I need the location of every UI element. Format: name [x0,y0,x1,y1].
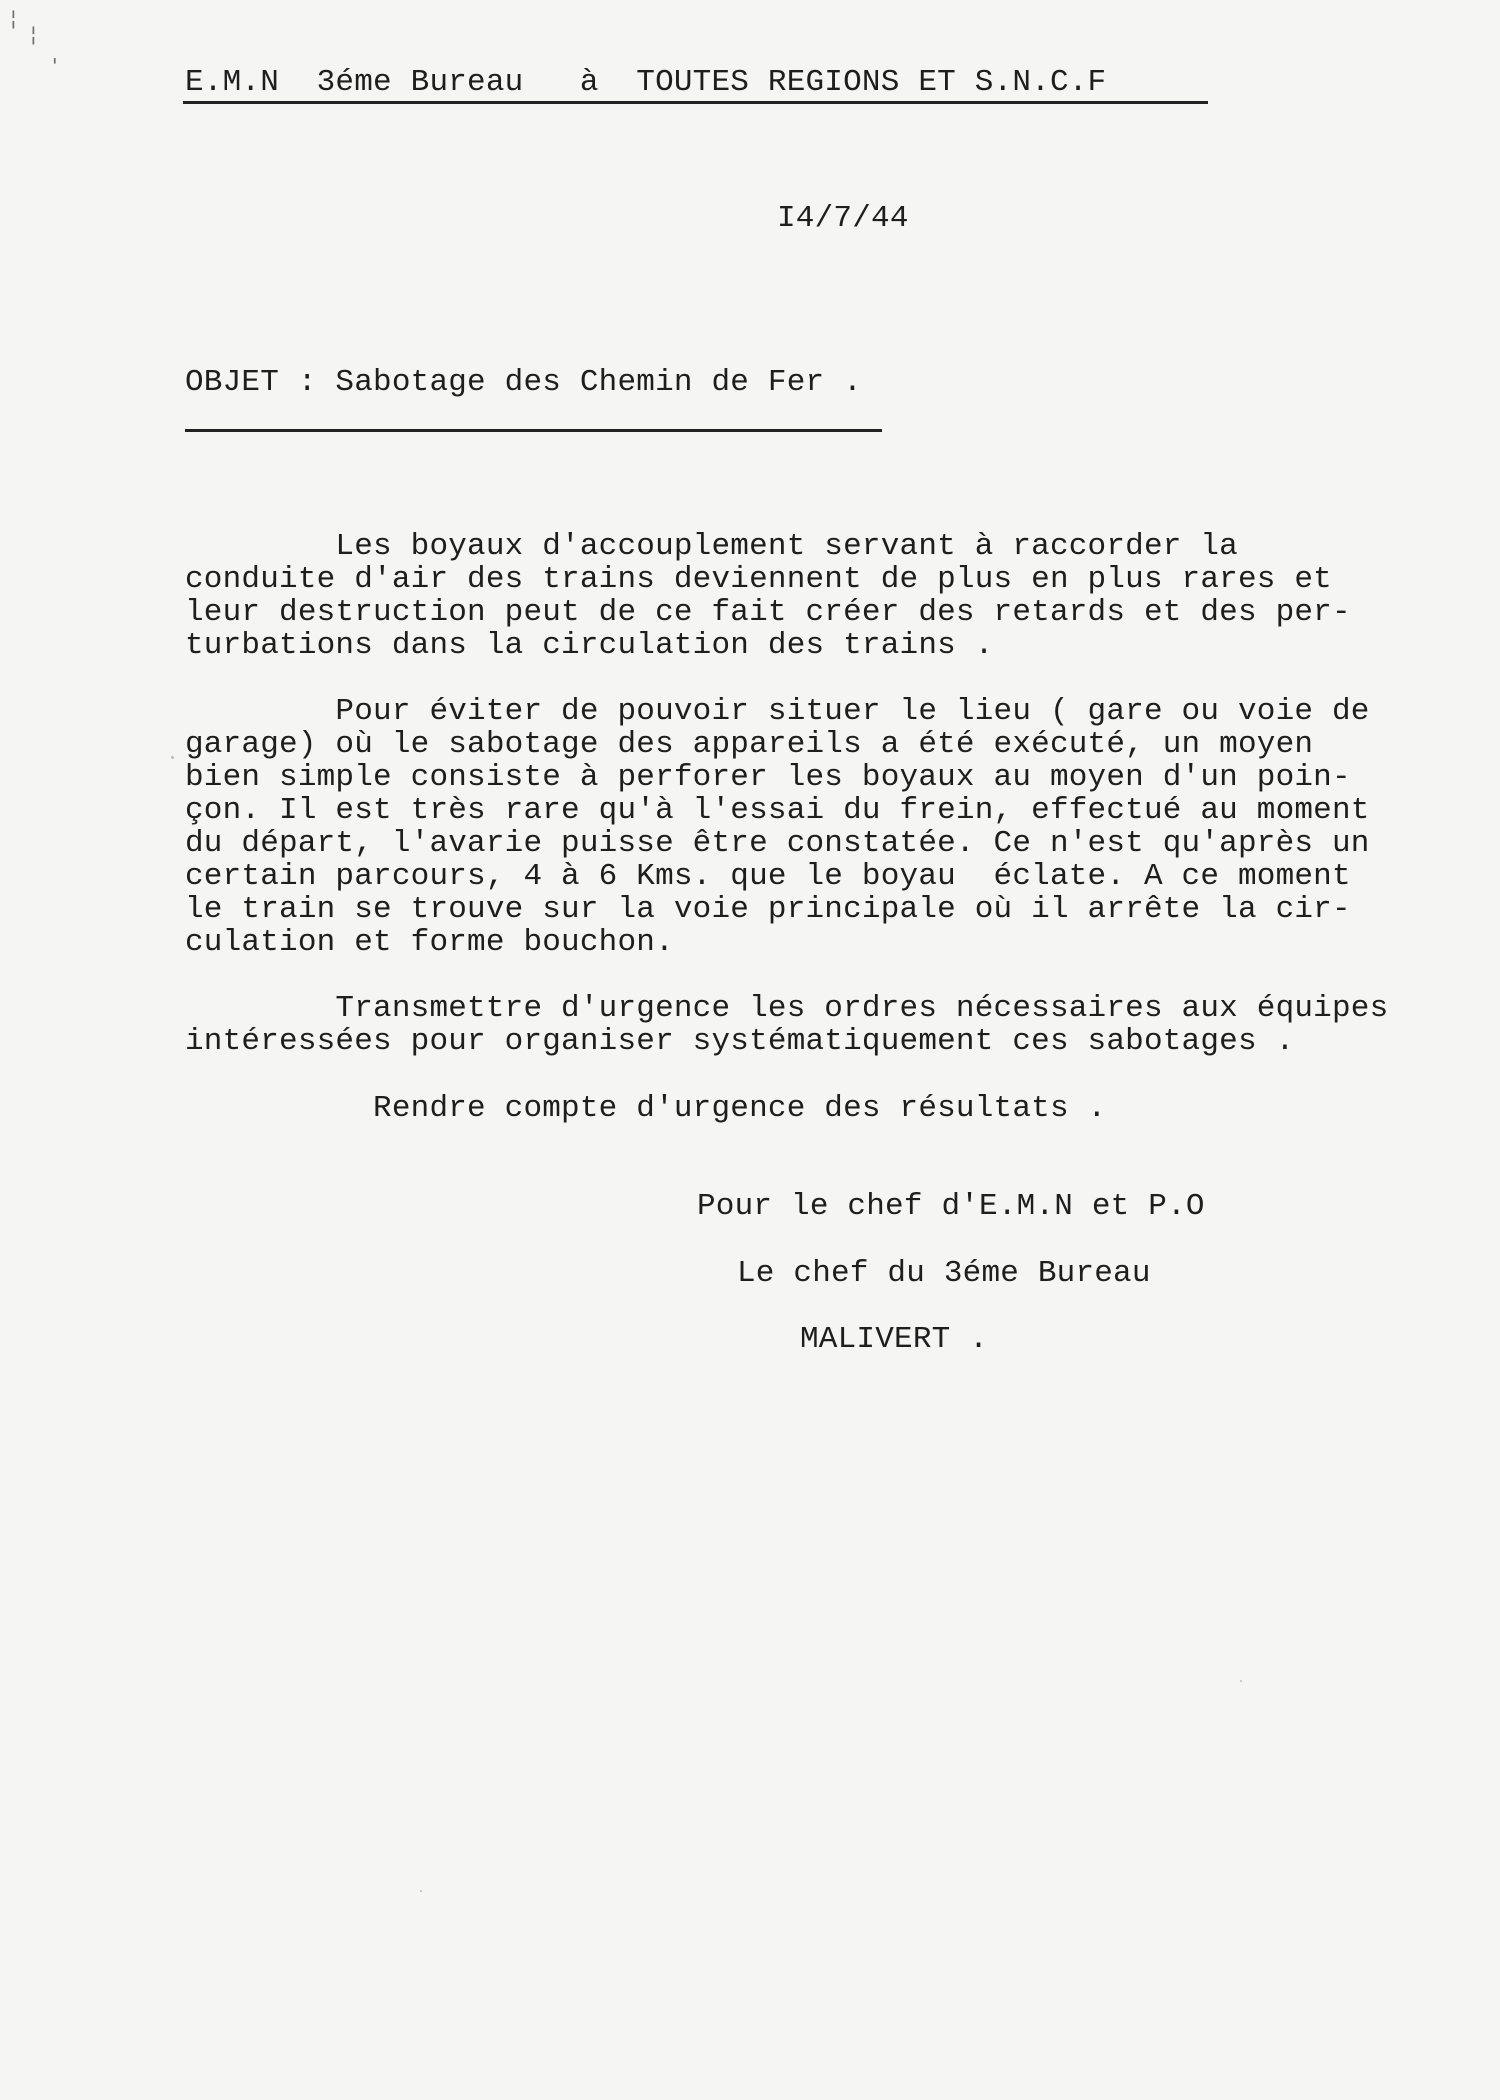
signatory-name: MALIVERT . [800,1322,989,1357]
binding-mark-icon: ¦ [10,6,17,30]
header-underline [183,101,1208,104]
paragraph-2-line: du départ, l'avarie puisse être constatée. Ce n'est qu'après un [185,826,1370,861]
paragraph-3-line: Transmettre d'urgence les ordres nécessaires aux équipes [185,991,1389,1026]
paragraph-2-line: garage) où le sabotage des appareils a été exécuté, un moyen [185,727,1314,762]
signature-line-2: Le chef du 3éme Bureau [737,1256,1151,1291]
paper-speck [420,1890,422,1892]
document-date: I4/7/44 [777,201,909,236]
subject-line: OBJET : Sabotage des Chemin de Fer . [185,365,862,400]
paragraph-1-line: leur destruction peut de ce fait créer des retards et des per- [185,595,1351,630]
paragraph-1-line: conduite d'air des trains deviennent de plus en plus rares et [185,562,1332,597]
paragraph-4-line: Rendre compte d'urgence des résultats . [185,1091,1107,1126]
paragraph-2-line: culation et forme bouchon. [185,925,674,960]
paragraph-2-line: le train se trouve sur la voie principale où il arrête la cir- [185,892,1351,927]
paragraph-2-line: certain parcours, 4 à 6 Kms. que le boyau éclate. A ce moment [185,859,1351,894]
paper-speck [171,756,174,759]
paragraph-1-line: Les boyaux d'accouplement servant à raccorder la [185,529,1238,564]
header-line: E.M.N 3éme Bureau à TOUTES REGIONS ET S.N.C.F [185,65,1107,100]
paragraph-2-line: çon. Il est très rare qu'à l'essai du frein, effectué au moment [185,793,1370,828]
paragraph-2-line: Pour éviter de pouvoir situer le lieu ( gare ou voie de [185,694,1370,729]
binding-mark-icon: ¦ [30,22,37,46]
paragraph-3-line: intéressées pour organiser systématiquement ces sabotages . [185,1024,1295,1059]
paragraph-1-line: turbations dans la circulation des trains . [185,628,994,663]
binding-mark-icon: ' [52,54,58,78]
paper-speck [1240,1680,1242,1682]
subject-underline [185,429,882,432]
paragraph-2-line: bien simple consiste à perforer les boyaux au moyen d'un poin- [185,760,1351,795]
signature-line-1: Pour le chef d'E.M.N et P.O [697,1189,1205,1224]
